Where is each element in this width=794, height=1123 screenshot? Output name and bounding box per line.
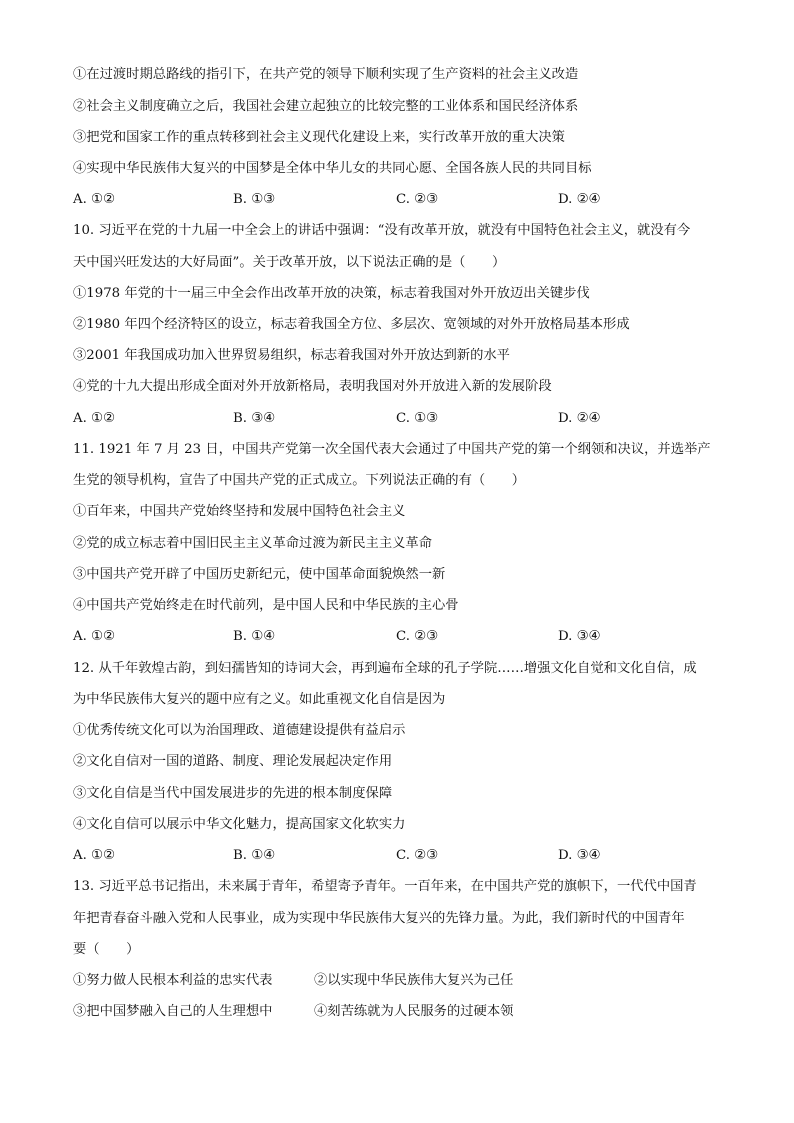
- q11-option-b: B. ①④: [233, 629, 276, 644]
- q13-item-3: ③把中国梦融入自己的人生理想中: [73, 1004, 273, 1019]
- q12-item-3: ③文化自信是当代中国发展进步的先进的根本制度保障: [73, 786, 393, 801]
- q11-stem-line-2: 生党的领导机构，宣告了中国共产党的正式成立。下列说法正确的有（ ）: [73, 473, 526, 488]
- q10-item-2: ②1980 年四个经济特区的设立，标志着我国全方位、多层次、宽领域的对外开放格局基本形成: [73, 317, 630, 332]
- q9-option-a: A. ①②: [73, 192, 115, 207]
- q13-item-1: ①努力做人民根本利益的忠实代表: [73, 973, 273, 988]
- q11-stem-line-1: 11. 1921 年 7 月 23 日，中国共产党第一次全国代表大会通过了中国共产党的第一个纲领和决议，并选举产: [73, 442, 711, 457]
- q10-item-1: ①1978 年党的十一届三中全会作出改革开放的决策，标志着我国对外开放迈出关键步伐: [73, 286, 590, 301]
- q12-option-c: C. ②③: [396, 848, 438, 863]
- q12-item-1: ①优秀传统文化可以为治国理政、道德建设提供有益启示: [73, 723, 406, 738]
- q10-option-d: D. ②④: [558, 411, 601, 426]
- q9-option-b: B. ①③: [233, 192, 276, 207]
- q11-item-2: ②党的成立标志着中国旧民主主义革命过渡为新民主主义革命: [73, 536, 433, 551]
- q11-item-1: ①百年来，中国共产党始终坚持和发展中国特色社会主义: [73, 504, 406, 519]
- q10-stem-line-1: 10. 习近平在党的十九届一中全会上的讲话中强调：“没有改革开放，就没有中国特色社会主义，就没有今: [73, 223, 691, 238]
- q9-option-d: D. ②④: [558, 192, 601, 207]
- q10-item-3: ③2001 年我国成功加入世界贸易组织，标志着我国对外开放达到新的水平: [73, 348, 510, 363]
- q9-item-1: ①在过渡时期总路线的指引下，在共产党的领导下顺利实现了生产资料的社会主义改造: [73, 67, 579, 82]
- q9-item-3: ③把党和国家工作的重点转移到社会主义现代化建设上来，实行改革开放的重大决策: [73, 130, 565, 145]
- q11-item-3: ③中国共产党开辟了中国历史新纪元，使中国革命面貌焕然一新: [73, 567, 446, 582]
- q12-item-4: ④文化自信可以展示中华文化魅力，提高国家文化软实力: [73, 817, 406, 832]
- q10-item-4: ④党的十九大提出形成全面对外开放新格局，表明我国对外开放进入新的发展阶段: [73, 379, 552, 394]
- q12-option-d: D. ③④: [558, 848, 601, 863]
- q9-option-c: C. ②③: [396, 192, 438, 207]
- q13-stem-line-3: 要（ ）: [73, 942, 140, 957]
- q9-item-2: ②社会主义制度确立之后，我国社会建立起独立的比较完整的工业体系和国民经济体系: [73, 99, 579, 114]
- q10-option-a: A. ①②: [73, 411, 115, 426]
- q12-item-2: ②文化自信对一国的道路、制度、理论发展起决定作用: [73, 754, 393, 769]
- q10-option-c: C. ①③: [396, 411, 438, 426]
- q11-option-a: A. ①②: [73, 629, 115, 644]
- q12-option-b: B. ①④: [233, 848, 276, 863]
- q10-option-b: B. ③④: [233, 411, 276, 426]
- q13-item-2: ②以实现中华民族伟大复兴为己任: [314, 973, 514, 988]
- q12-stem-line-2: 为中华民族伟大复兴的题中应有之义。如此重视文化自信是因为: [73, 692, 446, 707]
- q11-item-4: ④中国共产党始终走在时代前列，是中国人民和中华民族的主心骨: [73, 598, 459, 613]
- q13-stem-line-2: 年把青春奋斗融入党和人民事业，成为实现中华民族伟大复兴的先锋力量。为此，我们新时代的中国青年: [73, 911, 685, 926]
- q12-option-a: A. ①②: [73, 848, 115, 863]
- q10-stem-line-2: 天中国兴旺发达的大好局面”。关于改革开放，以下说法正确的是（ ）: [73, 255, 506, 270]
- q11-option-c: C. ②③: [396, 629, 438, 644]
- q13-item-4: ④刻苦练就为人民服务的过硬本领: [314, 1004, 514, 1019]
- q13-stem-line-1: 13. 习近平总书记指出，未来属于青年，希望寄予青年。一百年来，在中国共产党的旗帜下，一代代中国青: [73, 879, 697, 894]
- q9-item-4: ④实现中华民族伟大复兴的中国梦是全体中华儿女的共同心愿、全国各族人民的共同目标: [73, 161, 592, 176]
- q11-option-d: D. ③④: [558, 629, 601, 644]
- q12-stem-line-1: 12. 从千年敦煌古韵，到妇孺皆知的诗词大会，再到遍布全球的孔子学院……增强文化自觉和文化自信，成: [73, 661, 697, 676]
